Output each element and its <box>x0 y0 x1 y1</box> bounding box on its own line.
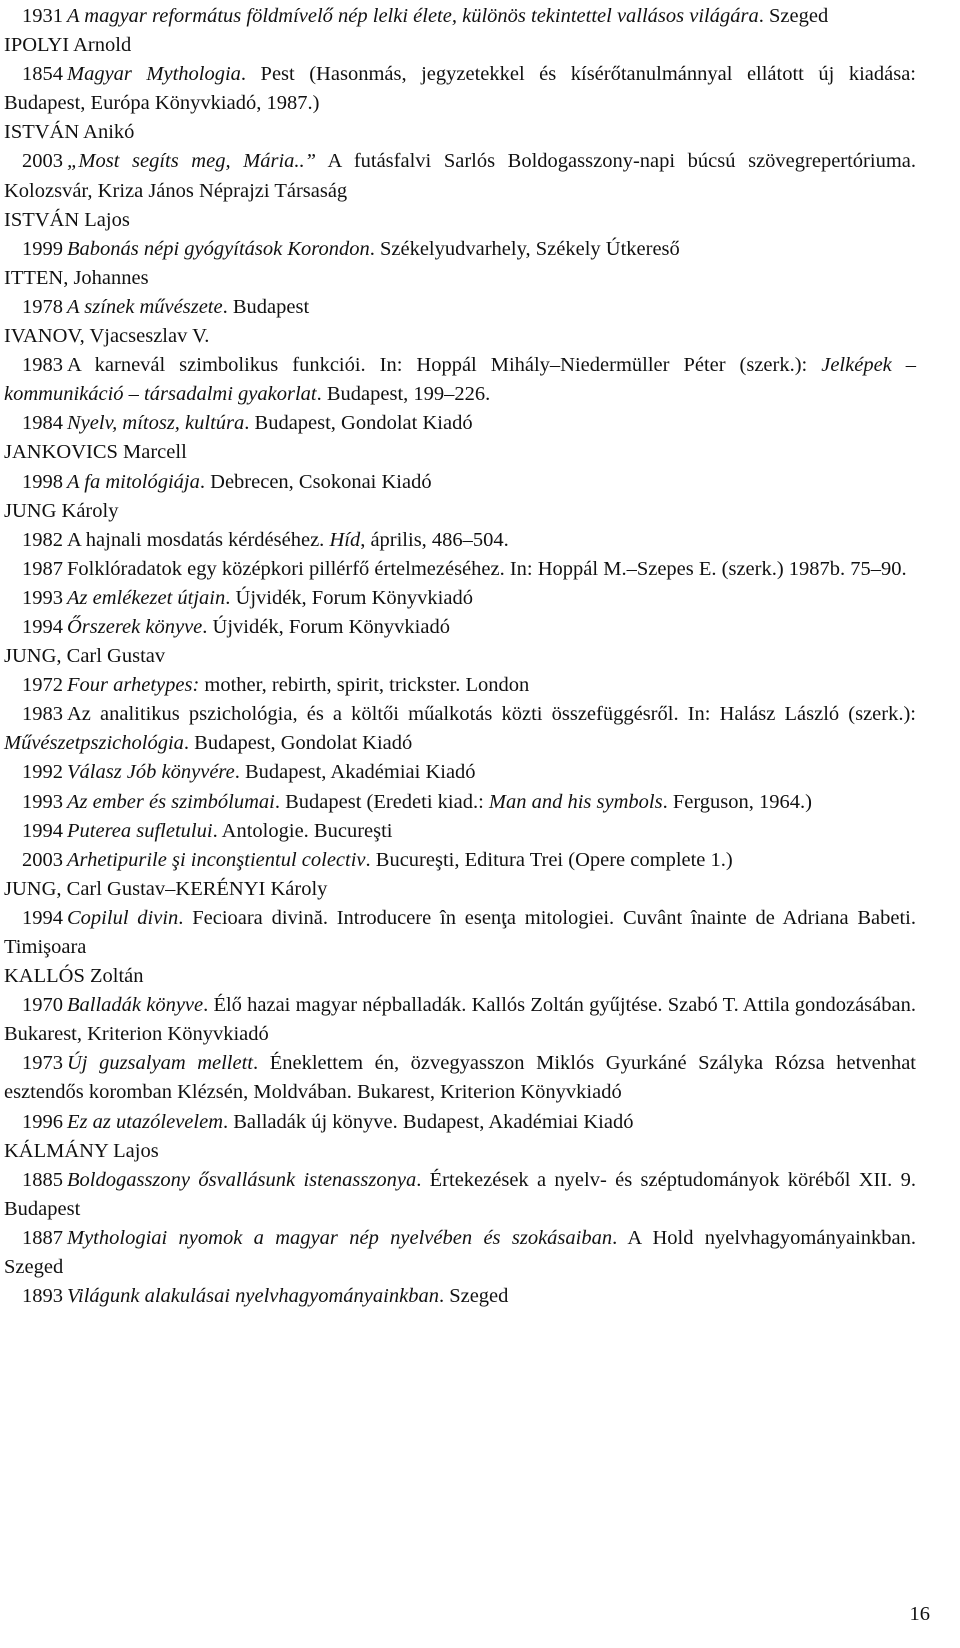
author-heading: ITTEN, Johannes <box>4 266 149 289</box>
entry-title: Copilul divin <box>67 906 179 929</box>
bibliography-entry <box>4 147 916 205</box>
bibliography-entry <box>4 1108 916 1137</box>
entry-text: A karnevál szimbolikus funkciói. In: Hoppál Mihály–Niedermüller Péter (szerk.): <box>67 354 822 377</box>
entry-text: A futásfalvi Sarlós Boldogasszony-napi búcsú szövegrepertóriuma. Kolozsvár, Kriza János Néprajzi Társaság <box>4 150 917 202</box>
bibliography-entry <box>4 846 916 875</box>
entry-text: . Bucureşti, Editura Trei (Opere complete 1.) <box>365 848 733 871</box>
entry-year: 1973 <box>22 1052 63 1075</box>
entry-year: 1982 <box>22 528 63 551</box>
entry-year: 1984 <box>22 412 63 435</box>
bibliography-entry <box>4 788 916 817</box>
entry-year: 1931 <box>22 5 63 27</box>
entry-text: . Újvidék, Forum Könyvkiadó <box>202 615 450 638</box>
bibliography-entry <box>4 526 916 555</box>
entry-title: A színek művészete <box>67 295 223 318</box>
entry-text: . Balladák új könyve. Budapest, Akadémiai Kiadó <box>223 1110 634 1133</box>
bibliography-entry <box>4 671 916 700</box>
entry-text: . Budapest (Eredeti kiad.: <box>274 790 489 813</box>
entry-title: Művészetpszichológia <box>4 732 184 755</box>
entry-title: Válasz Jób könyvére <box>67 761 235 784</box>
bibliography-entry <box>4 1049 916 1107</box>
entry-text: . Újvidék, Forum Könyvkiadó <box>225 586 473 609</box>
bibliography-entry <box>4 468 916 497</box>
entry-title: A fa mitológiája <box>67 470 200 493</box>
bibliography-page <box>4 2 916 1311</box>
entry-text: . Debrecen, Csokonai Kiadó <box>199 470 432 493</box>
author-heading: JANKOVICS Marcell <box>4 441 187 464</box>
author-heading: JUNG Károly <box>4 499 119 522</box>
entry-year: 1999 <box>22 237 63 260</box>
bibliography-entry <box>4 293 916 322</box>
entry-text: . Szeged <box>438 1285 509 1308</box>
entry-text: Folklóradatok egy középkori pillérfő értelmezéséhez. In: Hoppál M.–Szepes E. (szerk.) 1987b. 75–90. <box>67 557 907 580</box>
bibliography-entry <box>4 613 916 642</box>
bibliography-entry <box>4 991 916 1049</box>
entry-year: 1993 <box>22 790 63 813</box>
entry-year: 1893 <box>22 1285 63 1308</box>
author-heading: IPOLYI Arnold <box>4 34 132 57</box>
bibliography-entry <box>4 235 916 264</box>
entry-title: A magyar református földmívelő nép lelki élete, különös tekintettel vallásos világára <box>67 5 759 27</box>
entry-year: 1854 <box>22 63 63 86</box>
entry-title: Ez az utazólevelem <box>67 1110 223 1133</box>
entry-title: Új guzsalyam mellett <box>67 1052 253 1075</box>
bibliography-entry <box>4 1166 916 1224</box>
entry-text: . Budapest, 199–226. <box>316 383 491 406</box>
bibliography-list <box>4 2 916 1311</box>
entry-text: . Pest (Hasonmás, jegyzetekkel és kísérőtanulmánnyal ellátott új kiadása: Budapest, Európa Könyvkiadó, 1987.) <box>4 63 916 115</box>
entry-title: Man and his symbols <box>488 790 663 813</box>
entry-title: Puterea sufletului <box>67 819 213 842</box>
entry-text: . Szeged <box>758 5 829 27</box>
entry-text: . Székelyudvarhely, Székely Útkereső <box>369 237 680 260</box>
entry-text: mother, rebirth, spirit, trickster. London <box>199 674 530 697</box>
entry-text: . Budapest, Gondolat Kiadó <box>183 732 413 755</box>
entry-year: 1994 <box>22 819 63 842</box>
author-heading: IVANOV, Vjacseszlav V. <box>4 325 210 348</box>
author-heading: JUNG, Carl Gustav <box>4 645 166 668</box>
entry-title: Világunk alakulásai nyelvhagyományainkban <box>67 1285 439 1308</box>
author-heading: KALLÓS Zoltán <box>4 965 144 988</box>
entry-text: Az analitikus pszichológia, és a költői műalkotás közti összefüggésről. In: Halász László (szerk.): <box>67 703 916 726</box>
entry-year: 1998 <box>22 470 63 493</box>
entry-text: . Ferguson, 1964.) <box>662 790 812 813</box>
bibliography-entry <box>4 555 916 584</box>
entry-title: Őrszerek könyve <box>67 615 203 638</box>
author-heading: KÁLMÁNY Lajos <box>4 1139 159 1162</box>
entry-text: , április, 486–504. <box>360 528 509 551</box>
bibliography-entry <box>4 409 916 438</box>
entry-year: 1987 <box>22 557 63 580</box>
bibliography-entry <box>4 904 916 962</box>
entry-text: A hajnali mosdatás kérdéséhez. <box>67 528 330 551</box>
entry-title: Jelképek – kommunikáció – társadalmi gyakorlat <box>4 354 916 406</box>
entry-text: . Antologie. Bucureşti <box>212 819 393 842</box>
entry-year: 1978 <box>22 295 63 318</box>
entry-text: . A Hold nyelvhagyományainkban. Szeged <box>4 1226 916 1279</box>
bibliography-entry <box>4 758 916 787</box>
bibliography-entry <box>4 2 916 31</box>
entry-year: 1970 <box>22 994 63 1017</box>
entry-title: Híd <box>329 528 361 551</box>
entry-year: 1994 <box>22 615 63 638</box>
author-heading: JUNG, Carl Gustav–KERÉNYI Károly <box>4 877 328 900</box>
bibliography-entry <box>4 1224 916 1282</box>
bibliography-entry <box>4 1282 916 1311</box>
bibliography-entry <box>4 60 916 118</box>
entry-title: Arhetipurile şi inconştientul colectiv <box>67 848 366 871</box>
entry-title: Magyar Mythologia <box>67 63 241 86</box>
entry-year: 1994 <box>22 906 63 929</box>
entry-year: 1983 <box>22 354 63 377</box>
entry-text: . Budapest <box>222 295 310 318</box>
entry-title: Boldogasszony ősvallásunk istenasszonya <box>67 1168 417 1191</box>
bibliography-entry <box>4 700 916 758</box>
entry-year: 1983 <box>22 703 63 726</box>
entry-text: . Értekezések a nyelv- és széptudományok köréből XII. 9. Budapest <box>4 1168 916 1220</box>
entry-year: 1992 <box>22 761 63 784</box>
entry-text: . Budapest, Akadémiai Kiadó <box>234 761 476 784</box>
entry-title: „Most segíts meg, Mária..” <box>67 150 317 173</box>
page-number: 16 <box>909 1603 930 1625</box>
entry-title: Mythologiai nyomok a magyar nép nyelvében és szokásaiban <box>67 1226 613 1249</box>
entry-year: 2003 <box>22 848 63 871</box>
entry-year: 2003 <box>22 150 63 173</box>
entry-year: 1885 <box>22 1168 63 1191</box>
entry-text: . Éneklettem én, özvegyasszon Miklós Gyurkáné Szályka Rózsa hetvenhat esztendős koromban Klézsén, Moldvában. Bukarest, Kriterion Könyvkiadó <box>4 1052 916 1104</box>
entry-title: Babonás népi gyógyítások Korondon <box>67 237 370 260</box>
entry-year: 1993 <box>22 586 63 609</box>
entry-title: Az ember és szimbólumai <box>67 790 275 813</box>
author-heading: ISTVÁN Lajos <box>4 208 130 231</box>
entry-title: Nyelv, mítosz, kultúra <box>67 412 245 435</box>
bibliography-entry <box>4 351 916 409</box>
author-heading: ISTVÁN Anikó <box>4 121 135 144</box>
entry-text: . Fecioara divină. Introducere în esenţa mitologiei. Cuvânt înainte de Adriana Babeti. Timişoara <box>4 906 916 958</box>
entry-text: . Élő hazai magyar népballadák. Kallós Zoltán gyűjtése. Szabó T. Attila gondozásában. Bukarest, Kriterion Könyvkiadó <box>4 994 916 1046</box>
entry-year: 1972 <box>22 674 63 697</box>
entry-text: . Budapest, Gondolat Kiadó <box>244 412 473 435</box>
entry-title: Balladák könyve <box>67 994 204 1017</box>
entry-year: 1887 <box>22 1226 63 1249</box>
bibliography-entry <box>4 584 916 613</box>
entry-title: Az emlékezet útjain <box>67 586 226 609</box>
entry-title: Four arhetypes: <box>67 674 200 697</box>
bibliography-entry <box>4 817 916 846</box>
entry-year: 1996 <box>22 1110 63 1133</box>
